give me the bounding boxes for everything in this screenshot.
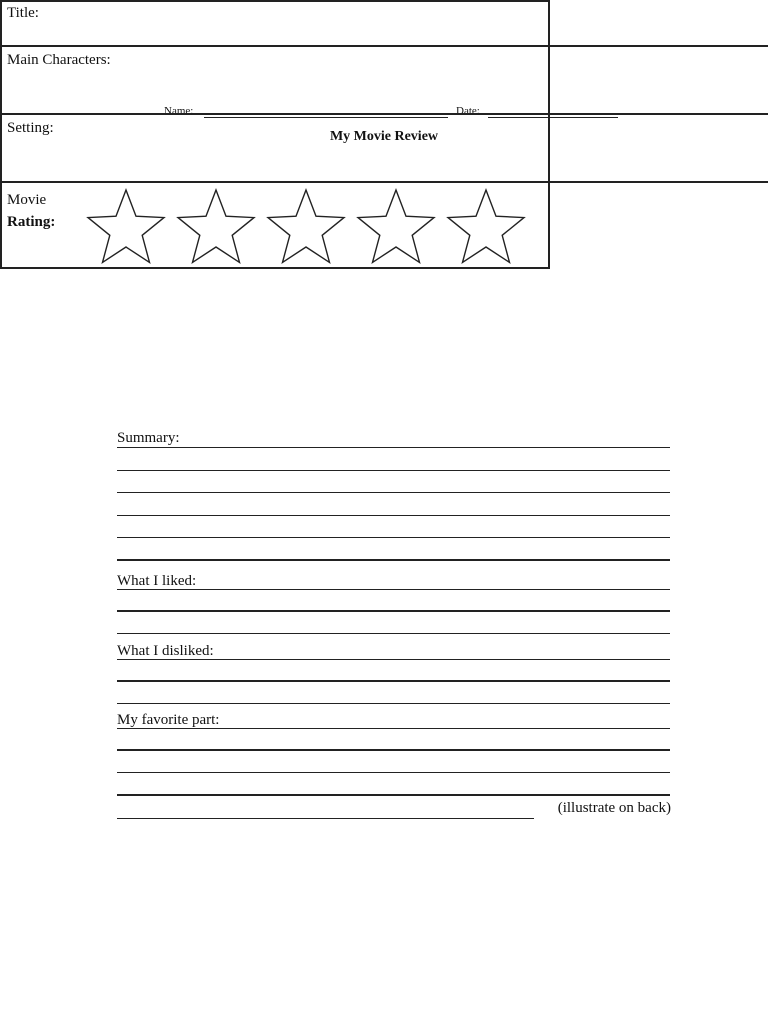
favorite-line[interactable] [117, 772, 670, 773]
summary-line[interactable] [117, 447, 670, 448]
title-row[interactable] [0, 0, 768, 47]
summary-label: Summary: [117, 430, 180, 446]
summary-line[interactable] [117, 559, 670, 561]
disliked-label: What I disliked: [117, 643, 214, 659]
date-label: Date: [456, 105, 480, 117]
title-label: Title: [7, 5, 39, 21]
summary-line[interactable] [117, 515, 670, 516]
summary-line[interactable] [117, 537, 670, 538]
star-outline-icon[interactable] [174, 187, 258, 267]
rating-label-line1: Movie [7, 192, 47, 208]
characters-row[interactable] [0, 47, 768, 115]
review-table [0, 0, 550, 269]
favorite-line[interactable] [117, 818, 534, 819]
liked-line[interactable] [117, 610, 670, 612]
favorite-label: My favorite part: [117, 712, 220, 728]
liked-label: What I liked: [117, 573, 197, 589]
name-label: Name: [164, 105, 194, 117]
rating-row [0, 183, 768, 265]
star-outline-icon[interactable] [84, 187, 168, 267]
setting-row[interactable] [0, 115, 768, 183]
summary-line[interactable] [117, 470, 670, 471]
favorite-line[interactable] [117, 794, 670, 796]
disliked-line[interactable] [117, 703, 670, 704]
disliked-line[interactable] [117, 680, 670, 682]
star-outline-icon[interactable] [354, 187, 438, 267]
characters-label: Main Characters: [7, 52, 111, 68]
star-outline-icon[interactable] [264, 187, 348, 267]
favorite-line[interactable] [117, 749, 670, 751]
illustrate-note: (illustrate on back) [557, 800, 671, 816]
liked-line[interactable] [117, 589, 670, 590]
rating-label-line2: Rating: [7, 214, 56, 230]
liked-line[interactable] [117, 633, 670, 634]
rating-label [7, 189, 55, 233]
page-title: My Movie Review [329, 129, 439, 144]
favorite-line[interactable] [117, 728, 670, 729]
star-outline-icon[interactable] [444, 187, 528, 267]
summary-line[interactable] [117, 492, 670, 493]
disliked-line[interactable] [117, 659, 670, 660]
setting-label: Setting: [7, 120, 54, 136]
